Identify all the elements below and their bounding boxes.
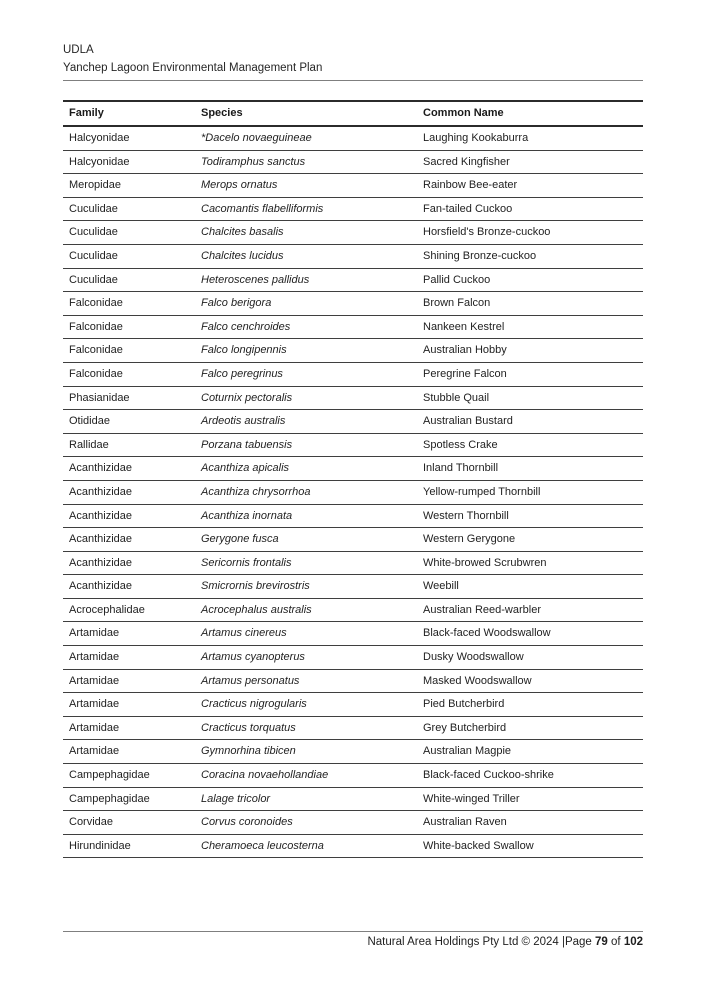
cell-species: Acrocephalus australis: [195, 598, 417, 622]
cell-common-name: Masked Woodswallow: [417, 669, 643, 693]
cell-family: Phasianidae: [63, 386, 195, 410]
table-row: [63, 386, 643, 410]
cell-family: Rallidae: [63, 433, 195, 457]
table-row: [63, 268, 643, 292]
table-row: [63, 126, 643, 150]
cell-common-name: Australian Raven: [417, 811, 643, 835]
cell-family: Acanthizidae: [63, 528, 195, 552]
table-row: [63, 174, 643, 198]
cell-common-name: Australian Bustard: [417, 410, 643, 434]
cell-common-name: Spotless Crake: [417, 433, 643, 457]
cell-species: Coturnix pectoralis: [195, 386, 417, 410]
cell-family: Cuculidae: [63, 244, 195, 268]
cell-common-name: White-backed Swallow: [417, 834, 643, 858]
cell-common-name: Pallid Cuckoo: [417, 268, 643, 292]
cell-species: Cheramoeca leucosterna: [195, 834, 417, 858]
table-row: [63, 693, 643, 717]
table-row: [63, 244, 643, 268]
cell-family: Otididae: [63, 410, 195, 434]
cell-species: Corvus coronoides: [195, 811, 417, 835]
cell-common-name: Fan-tailed Cuckoo: [417, 197, 643, 221]
cell-common-name: Horsfield's Bronze-cuckoo: [417, 221, 643, 245]
cell-family: Artamidae: [63, 622, 195, 646]
table-row: [63, 764, 643, 788]
table-row: [63, 410, 643, 434]
cell-family: Acanthizidae: [63, 457, 195, 481]
cell-species: Heteroscenes pallidus: [195, 268, 417, 292]
cell-common-name: Black-faced Woodswallow: [417, 622, 643, 646]
cell-species: Lalage tricolor: [195, 787, 417, 811]
cell-species: Acanthiza chrysorrhoa: [195, 480, 417, 504]
cell-common-name: Laughing Kookaburra: [417, 126, 643, 150]
header-org: UDLA: [63, 44, 94, 56]
table-row: [63, 339, 643, 363]
cell-common-name: Brown Falcon: [417, 292, 643, 316]
cell-species: Artamus personatus: [195, 669, 417, 693]
footer-total-pages: 102: [623, 936, 643, 948]
cell-species: Falco berigora: [195, 292, 417, 316]
cell-common-name: Australian Hobby: [417, 339, 643, 363]
cell-common-name: Peregrine Falcon: [417, 362, 643, 386]
table-row: [63, 504, 643, 528]
cell-common-name: Western Gerygone: [417, 528, 643, 552]
table-row: [63, 528, 643, 552]
cell-common-name: Black-faced Cuckoo-shrike: [417, 764, 643, 788]
column-header-family: Family: [63, 101, 195, 126]
table-row: [63, 669, 643, 693]
table-row: [63, 292, 643, 316]
cell-common-name: Stubble Quail: [417, 386, 643, 410]
cell-species: *Dacelo novaeguineae: [195, 126, 417, 150]
document-header: [63, 41, 643, 81]
cell-common-name: Australian Reed-warbler: [417, 598, 643, 622]
cell-species: Cracticus nigrogularis: [195, 693, 417, 717]
cell-species: Porzana tabuensis: [195, 433, 417, 457]
cell-family: Cuculidae: [63, 221, 195, 245]
cell-family: Halcyonidae: [63, 126, 195, 150]
cell-species: Artamus cyanopterus: [195, 646, 417, 670]
cell-common-name: Pied Butcherbird: [417, 693, 643, 717]
table-row: [63, 646, 643, 670]
cell-species: Chalcites lucidus: [195, 244, 417, 268]
cell-family: Falconidae: [63, 315, 195, 339]
footer-copyright-text: Natural Area Holdings Pty Ltd © 2024 |Page: [367, 936, 596, 948]
cell-species: Cracticus torquatus: [195, 716, 417, 740]
table-row: [63, 740, 643, 764]
cell-common-name: White-winged Triller: [417, 787, 643, 811]
cell-common-name: Shining Bronze-cuckoo: [417, 244, 643, 268]
table-row: [63, 787, 643, 811]
cell-species: Cacomantis flabelliformis: [195, 197, 417, 221]
cell-species: Artamus cinereus: [195, 622, 417, 646]
cell-family: Falconidae: [63, 292, 195, 316]
table-row: [63, 480, 643, 504]
bird-species-table: [63, 100, 643, 858]
cell-species: Sericornis frontalis: [195, 551, 417, 575]
cell-family: Campephagidae: [63, 764, 195, 788]
cell-family: Acanthizidae: [63, 575, 195, 599]
table-row: [63, 362, 643, 386]
footer-of-text: of: [607, 936, 624, 948]
table-row: [63, 197, 643, 221]
column-header-common-name: Common Name: [417, 101, 643, 126]
cell-species: Gerygone fusca: [195, 528, 417, 552]
table-header-row: [63, 101, 643, 126]
cell-common-name: Dusky Woodswallow: [417, 646, 643, 670]
cell-species: Coracina novaehollandiae: [195, 764, 417, 788]
cell-family: Meropidae: [63, 174, 195, 198]
table-row: [63, 315, 643, 339]
cell-family: Artamidae: [63, 740, 195, 764]
table-row: [63, 433, 643, 457]
cell-species: Falco cenchroides: [195, 315, 417, 339]
cell-family: Artamidae: [63, 693, 195, 717]
cell-family: Cuculidae: [63, 268, 195, 292]
cell-species: Chalcites basalis: [195, 221, 417, 245]
cell-species: Falco longipennis: [195, 339, 417, 363]
cell-species: Gymnorhina tibicen: [195, 740, 417, 764]
cell-family: Artamidae: [63, 669, 195, 693]
cell-family: Falconidae: [63, 362, 195, 386]
cell-family: Hirundinidae: [63, 834, 195, 858]
document-footer: [63, 931, 643, 950]
cell-family: Campephagidae: [63, 787, 195, 811]
cell-common-name: Yellow-rumped Thornbill: [417, 480, 643, 504]
table-row: [63, 551, 643, 575]
table-row: [63, 575, 643, 599]
header-document-title: Yanchep Lagoon Environmental Management Plan: [63, 62, 323, 74]
cell-common-name: Inland Thornbill: [417, 457, 643, 481]
footer-page-number: 79: [595, 936, 608, 948]
cell-common-name: Rainbow Bee-eater: [417, 174, 643, 198]
table-row: [63, 457, 643, 481]
cell-family: Falconidae: [63, 339, 195, 363]
cell-family: Halcyonidae: [63, 150, 195, 174]
cell-family: Acanthizidae: [63, 551, 195, 575]
cell-common-name: Western Thornbill: [417, 504, 643, 528]
cell-species: Acanthiza inornata: [195, 504, 417, 528]
cell-common-name: Sacred Kingfisher: [417, 150, 643, 174]
cell-species: Smicrornis brevirostris: [195, 575, 417, 599]
cell-family: Acanthizidae: [63, 504, 195, 528]
cell-common-name: Nankeen Kestrel: [417, 315, 643, 339]
cell-common-name: Grey Butcherbird: [417, 716, 643, 740]
cell-family: Acanthizidae: [63, 480, 195, 504]
column-header-species: Species: [195, 101, 417, 126]
cell-family: Artamidae: [63, 716, 195, 740]
cell-family: Acrocephalidae: [63, 598, 195, 622]
cell-common-name: Weebill: [417, 575, 643, 599]
table-row: [63, 716, 643, 740]
cell-species: Merops ornatus: [195, 174, 417, 198]
table-row: [63, 811, 643, 835]
table-row: [63, 834, 643, 858]
cell-family: Artamidae: [63, 646, 195, 670]
cell-common-name: White-browed Scrubwren: [417, 551, 643, 575]
cell-species: Todiramphus sanctus: [195, 150, 417, 174]
table-row: [63, 622, 643, 646]
header-divider: [63, 80, 643, 81]
table-row: [63, 150, 643, 174]
cell-common-name: Australian Magpie: [417, 740, 643, 764]
cell-species: Acanthiza apicalis: [195, 457, 417, 481]
table-row: [63, 221, 643, 245]
cell-species: Ardeotis australis: [195, 410, 417, 434]
cell-family: Cuculidae: [63, 197, 195, 221]
cell-species: Falco peregrinus: [195, 362, 417, 386]
table-row: [63, 598, 643, 622]
cell-family: Corvidae: [63, 811, 195, 835]
